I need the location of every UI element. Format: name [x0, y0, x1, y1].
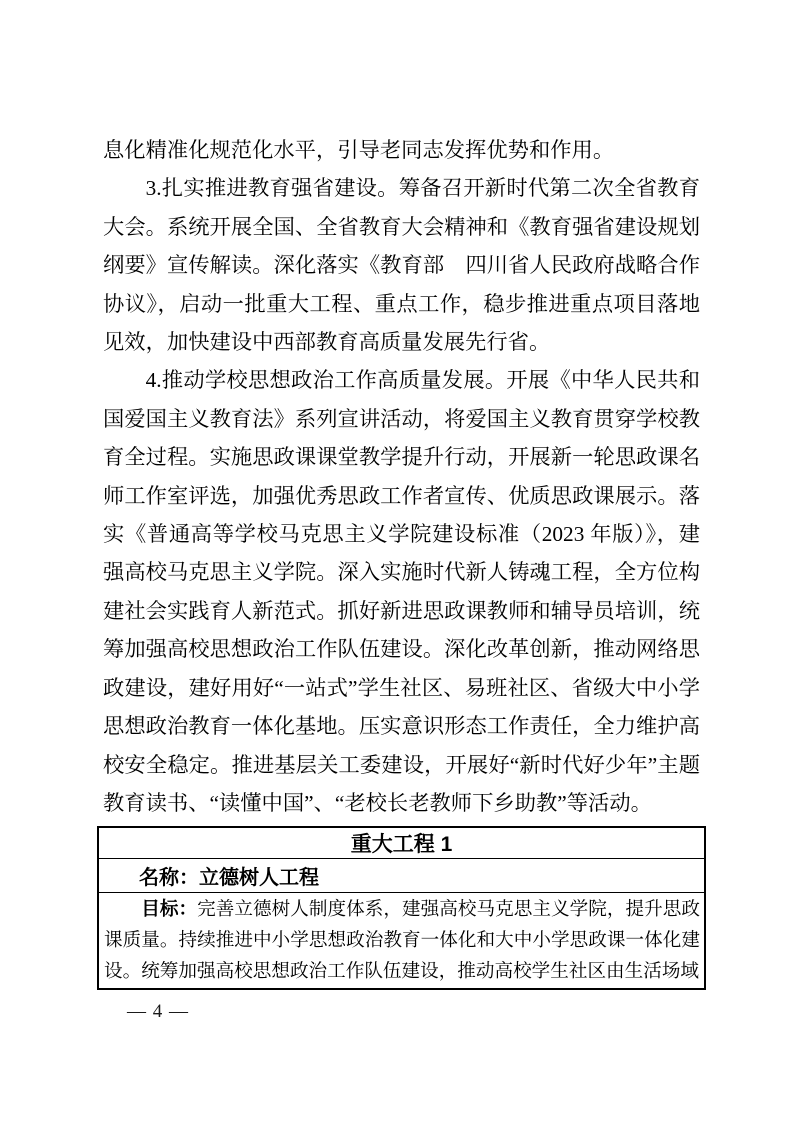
table-goal-cell [98, 893, 705, 990]
table-header-cell: 重大工程 1 [98, 827, 705, 859]
table-header-row [98, 827, 705, 859]
goal-text: 完善立德树人制度体系，建强高校马克思主义学院，提升思政课质量。持续推进中小学思想政治教育一体化和大中小学思政课一体化建设。统筹加强高校思想政治工作队伍建设，推动高校学生社区由生活场域 [104, 899, 700, 982]
paragraph-continuation: 息化精准化规范化水平，引导老同志发挥优势和作用。 [103, 138, 615, 162]
paragraph-item-4: 4.推动学校思想政治工作高质量发展。开展《中华人民共和国爱国主义教育法》系列宣讲活动，将爱国主义教育贯穿学校教育全过程。实施思政课课堂教学提升行动，开展新一轮思政课名师工作室评选，加强优秀思政工作者宣传、优质思政课展示。落实《普通高等学校马克思主义学院建设标准（2023 年版）》，建强高校马克思主义学院。深入实施时代新人铸魂工程，全方位构建社会实践育人新范式。抓好新进思政课教师和辅导员培训，统筹加强高校思想政治工作队伍建设。深化改革创新，推动网络思政建设，建好用好“一站式”学生社区、易班社区、省级大中小学思想政治教育一体化基地。压实意识形态工作责任，全力维护高校安全稳定。推进基层关工委建设，开展好“新时代好少年”主题教育读书、“读懂中国”、“老校长老教师下乡助教”等活动。 [103, 368, 700, 815]
paragraph-item-3: 3.扎实推进教育强省建设。筹备召开新时代第二次全省教育大会。系统开展全国、全省教育大会精神和《教育强省建设规划纲要》宣传解读。深化落实《教育部 四川省人民政府战略合作协议》，启动一批重大工程、重点工作，稳步推进重点项目落地见效，加快建设中西部教育高质量发展先行省。 [103, 176, 700, 355]
goal-label: 目标： [141, 898, 198, 919]
major-project-table [97, 826, 706, 990]
table-name-cell: 名称：立德树人工程 [98, 859, 705, 893]
table-goal-row [98, 893, 705, 990]
body-text [103, 131, 700, 822]
table-name-row [98, 859, 705, 893]
page-number: — 4 — [127, 1001, 189, 1022]
